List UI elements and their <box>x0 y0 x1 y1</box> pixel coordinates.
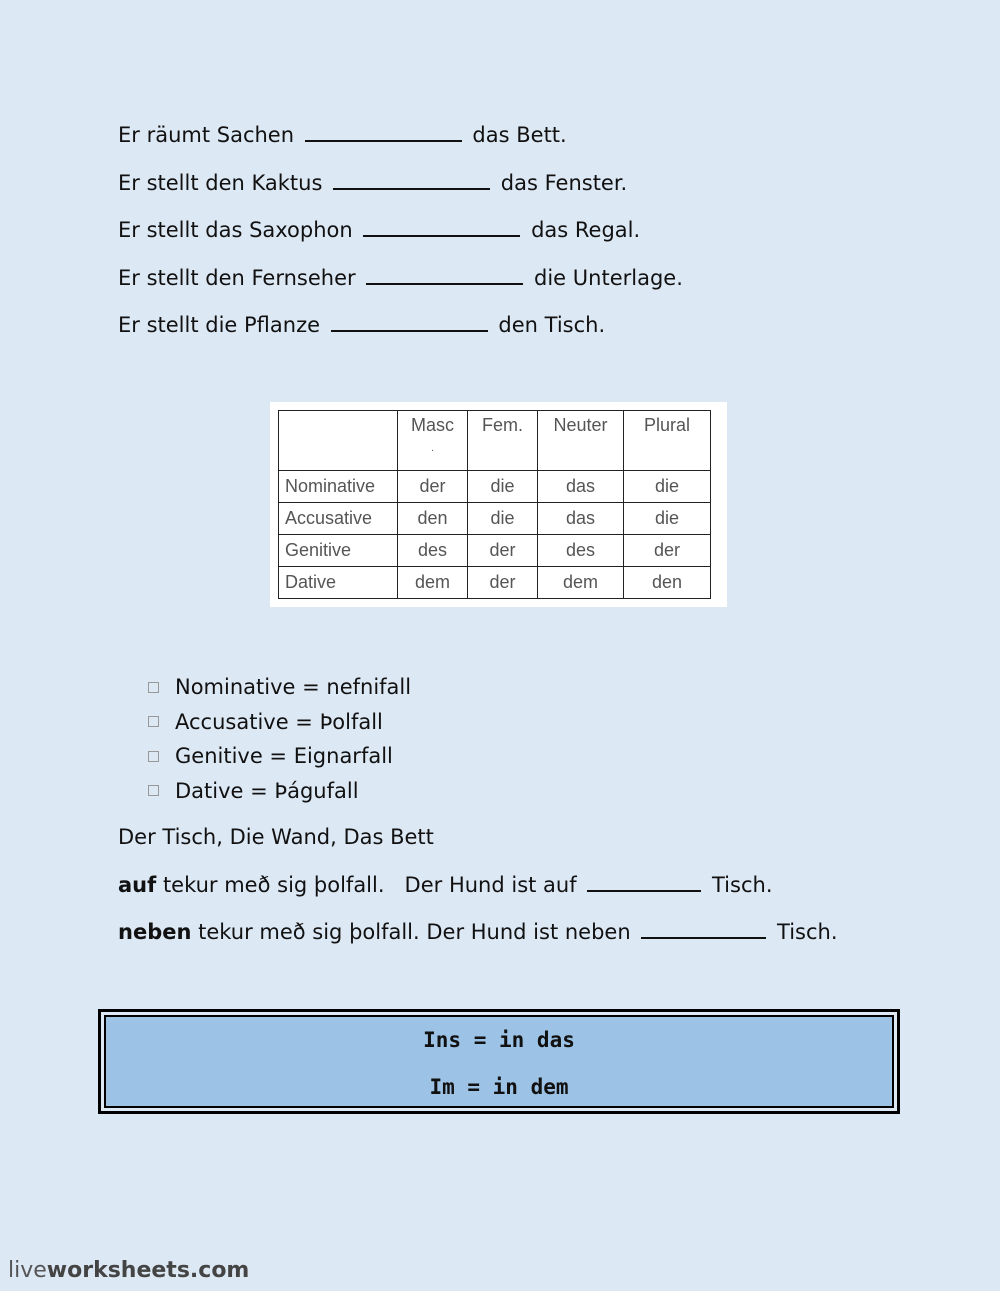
case-translation-text: Dative = Þágufall <box>175 778 359 803</box>
sentence-4-after: die Unterlage. <box>534 266 683 290</box>
sentence-4-blank[interactable] <box>366 263 523 285</box>
table-cell: die <box>624 503 711 535</box>
contraction-info-inner <box>104 1015 894 1108</box>
table-cell: die <box>468 471 538 503</box>
header-cell-masc <box>398 411 468 471</box>
table-cell: der <box>398 471 468 503</box>
table-cell: die <box>468 503 538 535</box>
square-bullet-icon <box>148 682 159 693</box>
table-cell: die <box>624 471 711 503</box>
table-cell: der <box>468 535 538 567</box>
sentence-5-after: den Tisch. <box>498 313 606 337</box>
list-item <box>148 739 411 774</box>
sentence-1-after: das Bett. <box>472 123 567 147</box>
sentence-2-blank[interactable] <box>333 168 490 190</box>
table-cell: dem <box>538 567 624 599</box>
table-cell: den <box>624 567 711 599</box>
nouns-line: Der Tisch, Die Wand, Das Bett <box>118 825 434 849</box>
contraction-im: Im = in dem <box>429 1075 569 1099</box>
sentence-1-blank[interactable] <box>305 120 462 142</box>
table-cell: dem <box>398 567 468 599</box>
row-label-accusative: Accusative <box>279 503 398 535</box>
preposition-text: tekur með sig þolfall. Der Hund ist neben <box>191 920 631 944</box>
sentence-5-before: Er stellt die Pflanze <box>118 313 321 337</box>
case-translation-text: Genitive = Eignarfall <box>175 744 393 768</box>
table-cell: das <box>538 503 624 535</box>
table-cell: der <box>624 535 711 567</box>
sentence-2-before: Er stellt den Kaktus <box>118 171 323 195</box>
contraction-info-box <box>98 1009 900 1114</box>
case-table-image <box>270 402 727 607</box>
square-bullet-icon <box>148 785 159 796</box>
logo-com: .com <box>189 1258 250 1283</box>
table-cell: des <box>538 535 624 567</box>
case-translation-text: Accusative = Þolfall <box>175 709 383 734</box>
table-cell: des <box>398 535 468 567</box>
row-label-nominative: Nominative <box>279 471 398 503</box>
header-cell-plural: Plural <box>624 411 711 471</box>
header-cell-fem: Fem. <box>468 411 538 471</box>
list-item <box>148 670 411 705</box>
sentence-1-before: Er räumt Sachen <box>118 123 295 147</box>
table-cell: das <box>538 471 624 503</box>
sentence-2-after: das Fenster. <box>500 171 628 195</box>
liveworksheets-logo[interactable] <box>8 1258 249 1283</box>
sentence-4-before: Er stellt den Fernseher <box>118 266 356 290</box>
case-translation-text: Nominative = nefnifall <box>175 675 412 699</box>
table-cell: den <box>398 503 468 535</box>
table-row <box>279 567 711 599</box>
case-translation-list <box>148 670 411 808</box>
row-label-genitive: Genitive <box>279 535 398 567</box>
sentence-3-blank[interactable] <box>363 215 520 237</box>
preposition-word: auf <box>118 873 157 897</box>
preposition-after: Tisch. <box>712 873 773 897</box>
row-label-dative: Dative <box>279 567 398 599</box>
preposition-line-auf <box>118 870 773 899</box>
sentence-3-before: Er stellt das Saxophon <box>118 218 353 242</box>
table-row <box>279 503 711 535</box>
sentence-3-after: das Regal. <box>531 218 641 242</box>
preposition-line-neben <box>118 917 838 946</box>
table-cell: der <box>468 567 538 599</box>
header-cell-neuter: Neuter <box>538 411 624 471</box>
table-row <box>279 535 711 567</box>
sentence-5-blank[interactable] <box>331 310 488 332</box>
list-item <box>148 705 411 740</box>
neben-blank[interactable] <box>641 917 766 939</box>
sentence-5 <box>118 310 605 339</box>
square-bullet-icon <box>148 716 159 727</box>
sentence-2 <box>118 168 627 197</box>
logo-live: live <box>8 1258 47 1283</box>
preposition-word: neben <box>118 920 192 944</box>
logo-worksheets: worksheets <box>46 1258 190 1283</box>
square-bullet-icon <box>148 751 159 762</box>
table-row <box>279 471 711 503</box>
sentence-4 <box>118 263 683 292</box>
preposition-text: tekur með sig þolfall. Der Hund ist auf <box>156 873 577 897</box>
sentence-3 <box>118 215 640 244</box>
list-item <box>148 774 411 809</box>
header-masc-dot: . <box>431 443 434 454</box>
header-masc-label: Masc <box>410 415 454 435</box>
sentence-1 <box>118 120 567 149</box>
contraction-ins: Ins = in das <box>423 1028 575 1052</box>
case-table <box>278 410 711 599</box>
auf-blank[interactable] <box>587 870 701 892</box>
case-table-header-row <box>279 411 711 471</box>
header-cell-empty <box>279 411 398 471</box>
preposition-after: Tisch. <box>777 920 838 944</box>
